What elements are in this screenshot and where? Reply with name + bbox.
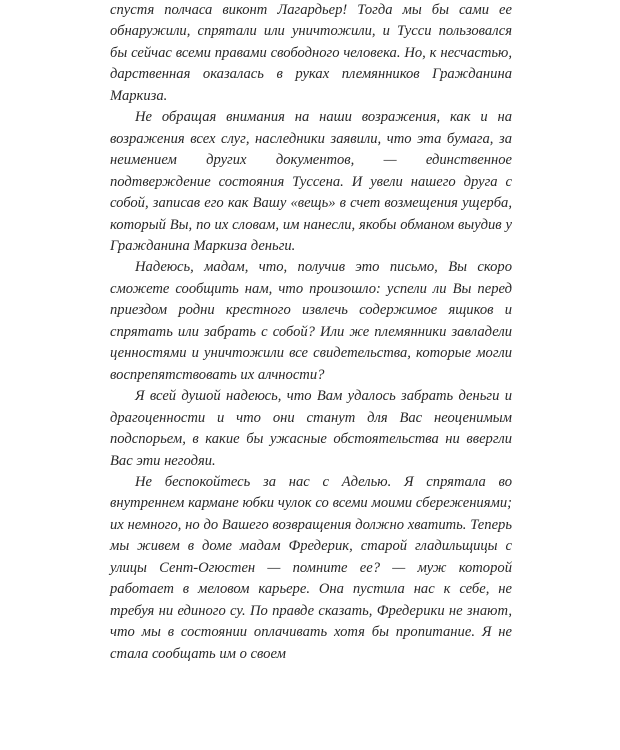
- body-text-column: [110, 0, 512, 665]
- paragraph-1: спустя полчаса виконт Лагардьер! Тогда мы бы сами ее обнаружили, спрятали или уничтожили, и Тусси пользовался бы сейчас всеми правами свободного человека. Но, к несчастью, дарственная оказалась в руках племянников Гражданина Маркиза.: [110, 2, 512, 104]
- paragraph-2: Не обращая внимания на наши возражения, как и на возражения всех слуг, наследники заявили, что эта бумага, за неимением других документов, — единственное подтверждение состояния Туссена. И увели нашего друга с собой, записав его как Вашу «вещь» в счет возмещения ущерба, который Вы, по их словам, им нанесли, якобы обманом выудив у Гражданина Маркиза деньги.: [110, 109, 512, 254]
- paragraph-4: Я всей душой надеюсь, что Вам удалось забрать деньги и драгоценности и что они станут для Вас неоценимым подспорьем, в какие бы ужасные обстоятельства ни ввергли Вас эти негодяи.: [110, 388, 512, 469]
- paragraph-5: Не беспокойтесь за нас с Аделью. Я спрятала во внутреннем кармане юбки чулок со всеми моими сбережениями; их немного, но до Вашего возвращения должно хватить. Теперь мы живем в доме мадам Фредерик, старой гладильщицы с улицы Сент-Огюстен — помните ее? — муж которой работает в меловом карьере. Она пустила нас к себе, не требуя ни единого су. По правде сказать, Фредерики не знают, что мы в состоянии оплачивать хотя бы пропитание. Я не стала сообщать им о своем: [110, 473, 512, 662]
- paragraph-3: Надеюсь, мадам, что, получив это письмо, Вы скоро сможете сообщить нам, что произошло: успели ли Вы перед приездом родни крестного извлечь содержимое ящиков и спрятать или забрать с собой? Или же племянники завладели ценностями и уничтожили все свидетельства, которые могли воспрепятствовать их алчности?: [110, 259, 512, 383]
